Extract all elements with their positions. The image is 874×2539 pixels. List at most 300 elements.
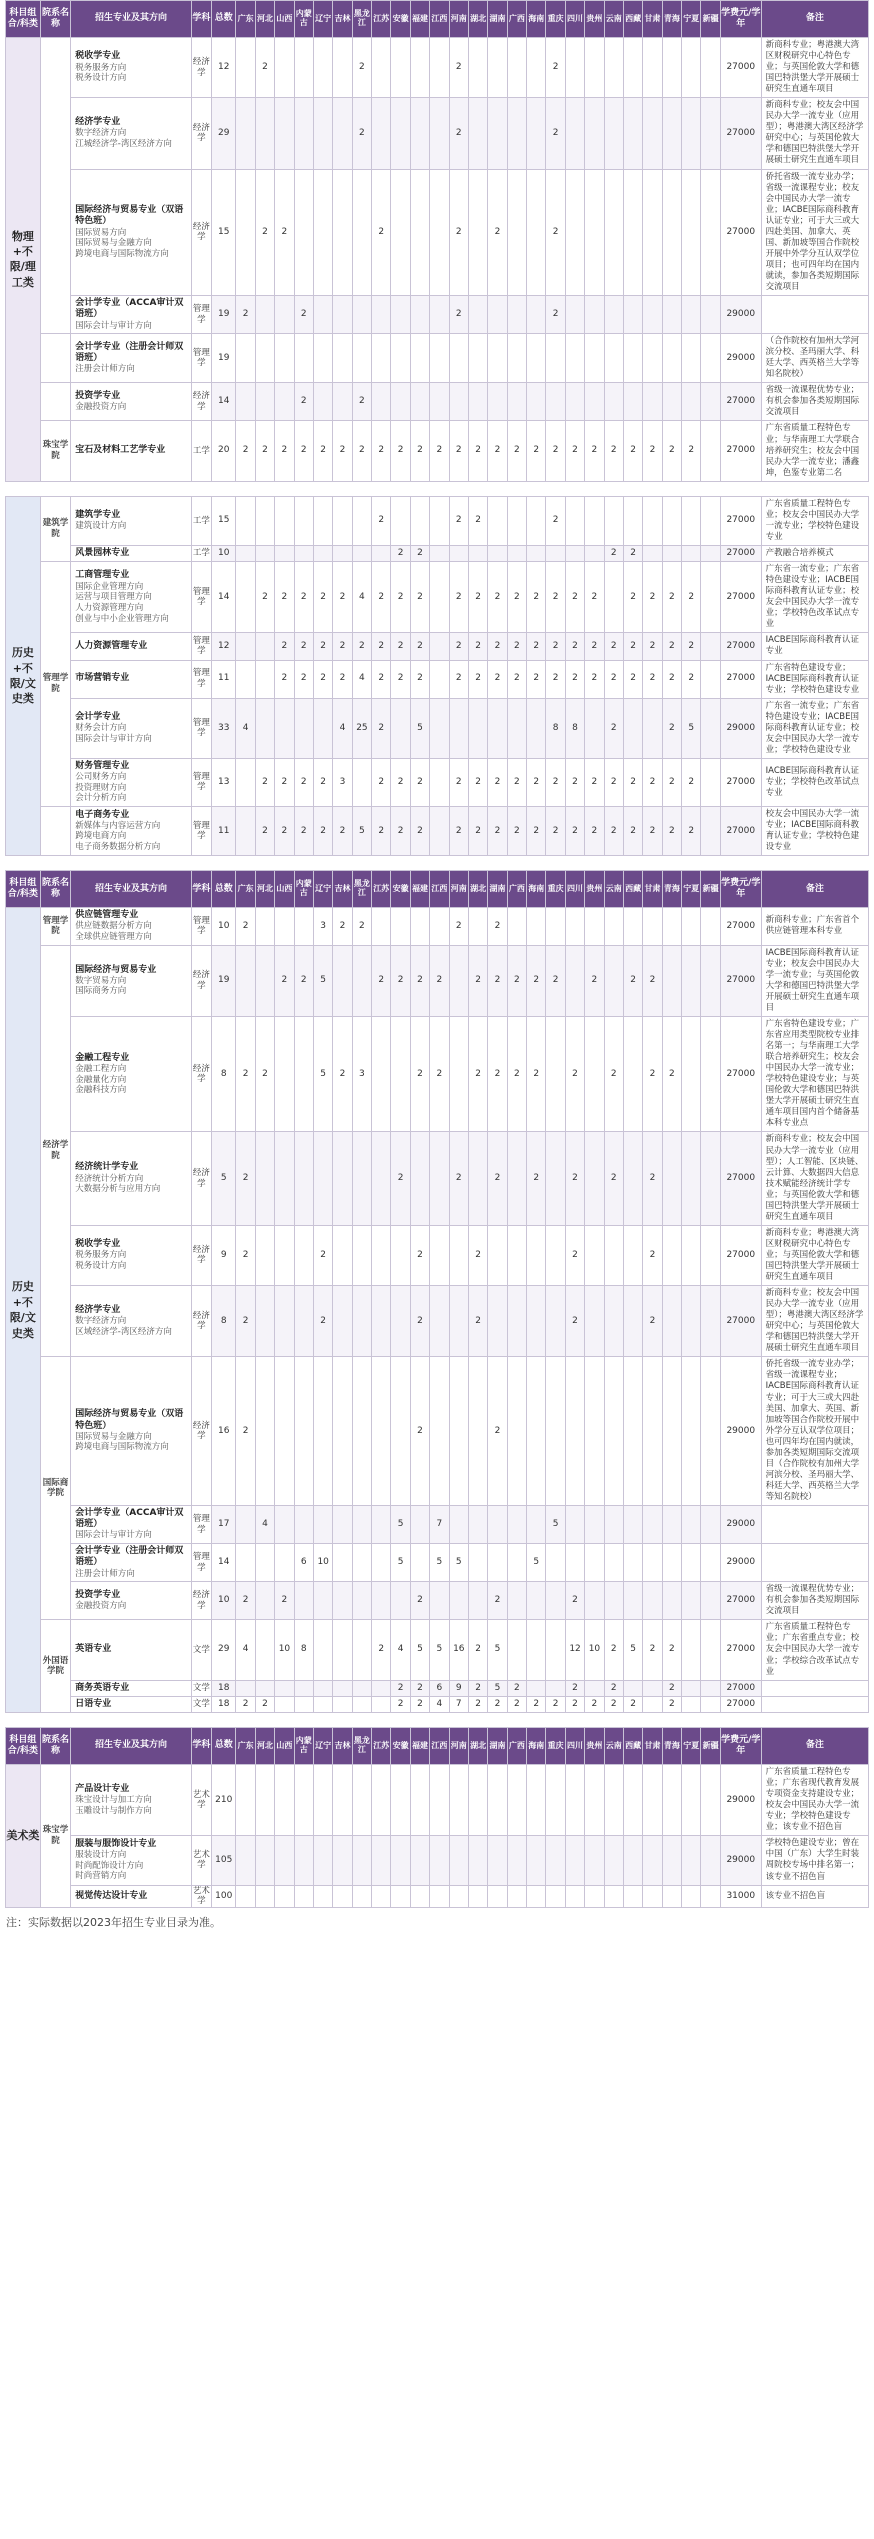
quota-cell: 2 [468,633,487,660]
header-major: 招生专业及其方向 [71,1728,191,1765]
quota-cell [507,169,526,296]
quota-cell: 3 [352,1017,371,1132]
quota-cell: 2 [275,758,294,806]
quota-cell [236,1765,255,1836]
quota-cell: 2 [643,807,662,856]
quota-cell [585,496,604,545]
quota-cell [527,98,546,169]
quota-cell [643,1505,662,1543]
quota-cell: 2 [604,1696,623,1712]
header-province: 江西 [430,1,449,38]
header-row [6,871,869,908]
table-row [6,1582,869,1620]
header-college: 院系名称 [40,1,71,38]
quota-cell [585,296,604,334]
subject-cell: 经济学 [191,1286,211,1357]
quota-cell: 2 [507,660,526,698]
quota-cell: 2 [565,1286,584,1357]
total-cell: 11 [212,807,236,856]
major-name: 经济学专业 [75,1304,121,1315]
table-row [6,945,869,1016]
quota-cell [352,1544,371,1582]
quota-cell [410,1132,429,1225]
header-province: 云南 [604,871,623,908]
quota-cell [701,169,720,296]
total-cell: 17 [212,1505,236,1543]
category-cell: 历史+不限/文史类 [6,908,41,1713]
quota-cell [391,1885,410,1907]
table-row [6,545,869,561]
total-cell: 100 [212,1885,236,1907]
subject-cell: 经济学 [191,1017,211,1132]
college-cell [40,807,71,856]
quota-cell [488,1765,507,1836]
quota-cell [236,1544,255,1582]
major-name: 宝石及材料工艺学专业 [75,445,166,456]
major-name: 产品设计专业 [75,1783,130,1794]
quota-cell: 2 [449,296,468,334]
quota-cell: 2 [662,698,681,758]
quota-cell [488,296,507,334]
quota-cell: 4 [333,698,352,758]
quota-cell [701,1582,720,1620]
quota-cell [449,383,468,421]
total-cell: 8 [212,1017,236,1132]
total-cell: 10 [212,908,236,946]
quota-cell [333,1225,352,1285]
quota-cell: 2 [391,1696,410,1712]
major-cell [71,562,191,633]
quota-cell [604,1836,623,1885]
quota-cell [682,1225,701,1285]
quota-cell: 2 [449,1132,468,1225]
quota-cell [391,1017,410,1132]
quota-cell: 2 [410,807,429,856]
quota-cell [430,660,449,698]
quota-cell [391,698,410,758]
quota-cell: 2 [236,1286,255,1357]
quota-cell [255,1544,274,1582]
quota-cell [236,169,255,296]
quota-cell [682,38,701,98]
total-cell: 9 [212,1225,236,1285]
quota-cell: 2 [410,1017,429,1132]
quota-cell [449,698,468,758]
header-province: 河北 [255,1728,274,1765]
header-province: 江苏 [372,1728,391,1765]
major-direction: 会计分析方向 [75,793,127,804]
quota-cell: 2 [527,807,546,856]
header-province: 辽宁 [313,1,332,38]
quota-cell [333,1132,352,1225]
quota-cell: 2 [565,633,584,660]
quota-cell [701,698,720,758]
major-name: 工商管理专业 [75,570,130,581]
quota-cell: 2 [643,660,662,698]
quota-cell [585,1017,604,1132]
header-category: 科目组合/科类 [6,1,41,38]
category-cell: 历史+不限/文史类 [6,496,41,856]
quota-cell: 2 [488,1017,507,1132]
major-cell [71,908,191,946]
quota-cell [352,496,371,545]
quota-cell [585,169,604,296]
quota-cell [333,1505,352,1543]
quota-cell [333,1544,352,1582]
quota-cell [682,496,701,545]
header-category: 科目组合/科类 [6,871,41,908]
quota-cell [507,1582,526,1620]
quota-cell: 2 [546,421,565,481]
note-cell: 广东省质量工程特色专业；广东省现代教育发展专项资金支持建设专业；校友会中国民办大学一流专业；学校特色建设专业；该专业不招色盲 [761,1765,868,1836]
quota-cell [701,633,720,660]
major-name: 视觉传达设计专业 [75,1890,148,1901]
quota-cell [701,945,720,1016]
quota-cell: 5 [430,1544,449,1582]
quota-cell: 2 [662,1620,681,1680]
quota-cell: 2 [546,496,565,545]
table-row [6,698,869,758]
note-cell: 省级一流课程优势专业；有机会参加各类短期国际交流项目 [761,1582,868,1620]
table-row [6,1017,869,1132]
table-row [6,1357,869,1506]
quota-cell: 2 [410,1225,429,1285]
quota-cell [313,1620,332,1680]
major-direction: 国际会计与审计方向 [75,1530,152,1541]
quota-cell [682,1680,701,1696]
quota-cell [333,1836,352,1885]
quota-cell [527,1885,546,1907]
total-cell: 18 [212,1680,236,1696]
quota-cell: 2 [468,1680,487,1696]
quota-cell: 2 [585,945,604,1016]
header-province: 贵州 [585,1,604,38]
major-direction: 人力资源管理方向 [75,602,144,613]
quota-cell: 2 [623,1696,642,1712]
major-cell [71,1286,191,1357]
quota-cell [430,496,449,545]
quota-cell [255,1885,274,1907]
header-province: 海南 [527,871,546,908]
quota-cell [604,1765,623,1836]
quota-cell: 6 [294,1544,313,1582]
quota-cell [449,1836,468,1885]
quota-cell [623,908,642,946]
quota-cell [391,908,410,946]
quota-cell: 2 [604,421,623,481]
quota-cell: 2 [391,1680,410,1696]
subject-cell: 工学 [191,421,211,481]
quota-cell: 2 [623,545,642,561]
quota-cell [507,334,526,383]
total-cell: 19 [212,945,236,1016]
quota-cell [236,383,255,421]
quota-cell: 2 [604,1132,623,1225]
table-row [6,496,869,545]
quota-cell [255,1132,274,1225]
quota-cell: 2 [507,758,526,806]
table-row [6,908,869,946]
header-province: 广东 [236,871,255,908]
quota-cell [294,1680,313,1696]
quota-cell [585,1357,604,1506]
quota-cell [565,296,584,334]
quota-cell [313,698,332,758]
header-province: 新疆 [701,871,720,908]
quota-cell [662,1885,681,1907]
quota-cell [410,38,429,98]
quota-cell [468,1765,487,1836]
fee-cell: 27000 [720,1696,761,1712]
quota-cell: 2 [410,1582,429,1620]
header-province: 重庆 [546,871,565,908]
major-cell [71,1017,191,1132]
quota-cell: 5 [391,1505,410,1543]
quota-cell [294,334,313,383]
subject-cell: 经济学 [191,1225,211,1285]
fee-cell: 27000 [720,169,761,296]
quota-cell [352,758,371,806]
quota-cell: 2 [488,807,507,856]
quota-cell [585,1885,604,1907]
quota-cell: 2 [585,1696,604,1712]
total-cell: 29 [212,98,236,169]
quota-cell [623,1765,642,1836]
quota-cell [410,334,429,383]
quota-cell [585,1286,604,1357]
quota-cell [546,1885,565,1907]
quota-cell [488,496,507,545]
major-cell [71,38,191,98]
quota-cell [236,660,255,698]
quota-cell [623,296,642,334]
quota-cell [352,1885,371,1907]
table-row [6,758,869,806]
fee-cell: 27000 [720,945,761,1016]
quota-cell [701,1225,720,1285]
total-cell: 19 [212,334,236,383]
quota-cell [682,545,701,561]
admission-table-0 [5,0,869,482]
subject-cell: 管理学 [191,633,211,660]
quota-cell: 2 [410,758,429,806]
quota-cell: 2 [507,1696,526,1712]
quota-cell: 2 [604,807,623,856]
quota-cell [546,1544,565,1582]
fee-cell: 29000 [720,1765,761,1836]
quota-cell: 2 [527,945,546,1016]
quota-cell: 2 [372,660,391,698]
header-province: 安徽 [391,1,410,38]
quota-cell [643,496,662,545]
quota-cell [604,1357,623,1506]
header-total: 总数 [212,1728,236,1765]
quota-cell [585,1132,604,1225]
quota-cell [449,1357,468,1506]
quota-cell: 2 [643,1017,662,1132]
quota-cell: 2 [372,496,391,545]
quota-cell [430,545,449,561]
quota-cell [643,1836,662,1885]
quota-cell: 2 [449,496,468,545]
quota-cell: 2 [468,807,487,856]
quota-cell: 2 [662,1017,681,1132]
quota-cell [275,1357,294,1506]
quota-cell: 2 [410,1680,429,1696]
quota-cell: 2 [294,807,313,856]
quota-cell: 5 [410,698,429,758]
college-cell [40,38,71,334]
header-province: 宁夏 [682,1,701,38]
quota-cell [449,1225,468,1285]
quota-cell [275,1225,294,1285]
quota-cell [701,562,720,633]
quota-cell [488,334,507,383]
quota-cell: 2 [275,421,294,481]
quota-cell [449,1286,468,1357]
header-province: 广西 [507,1728,526,1765]
quota-cell [372,38,391,98]
quota-cell [604,1885,623,1907]
quota-cell: 7 [430,1505,449,1543]
total-cell: 210 [212,1765,236,1836]
major-cell [71,758,191,806]
quota-cell: 2 [565,807,584,856]
quota-cell [585,1836,604,1885]
quota-cell [468,545,487,561]
quota-cell [410,496,429,545]
fee-cell: 27000 [720,38,761,98]
quota-cell [662,98,681,169]
subject-cell: 工学 [191,545,211,561]
note-cell: 广东省一流专业；广东省特色建设专业；IACBE国际商科教育认证专业；校友会中国民办大学一流专业；学校特色建设专业 [761,698,868,758]
quota-cell: 2 [333,660,352,698]
quota-cell: 2 [565,660,584,698]
quota-cell [410,1544,429,1582]
quota-cell [604,38,623,98]
header-province: 西藏 [623,1728,642,1765]
header-province: 内蒙古 [294,1,313,38]
note-cell: 广东省一流专业；广东省特色建设专业；IACBE国际商科教育认证专业；校友会中国民办大学一流专业；学校特色改革试点专业 [761,562,868,633]
quota-cell [430,1582,449,1620]
quota-cell [255,945,274,1016]
note-cell [761,296,868,334]
quota-cell: 2 [565,1696,584,1712]
major-direction: 税务服务方向 [75,1250,127,1261]
quota-cell [275,383,294,421]
quota-cell [275,545,294,561]
quota-cell [372,1696,391,1712]
quota-cell [372,1582,391,1620]
quota-cell: 2 [643,758,662,806]
quota-cell [682,908,701,946]
section-gap [0,856,874,870]
quota-cell [565,1765,584,1836]
quota-cell [333,169,352,296]
total-cell: 105 [212,1836,236,1885]
quota-cell [468,1885,487,1907]
quota-cell: 2 [604,1620,623,1680]
major-cell [71,1505,191,1543]
quota-cell [372,383,391,421]
quota-cell: 2 [507,1017,526,1132]
quota-cell [333,1680,352,1696]
major-direction: 江城经济学-湾区经济方向 [75,139,172,149]
quota-cell [236,945,255,1016]
quota-cell [565,98,584,169]
quota-cell [565,38,584,98]
header-province: 湖南 [488,871,507,908]
quota-cell [507,545,526,561]
quota-cell: 2 [449,758,468,806]
quota-cell [623,698,642,758]
quota-cell [507,1286,526,1357]
quota-cell: 2 [488,169,507,296]
quota-cell: 2 [604,633,623,660]
major-direction: 新媒体与内容运营方向 [75,820,161,831]
quota-cell [236,1680,255,1696]
quota-cell [372,1836,391,1885]
quota-cell: 2 [682,807,701,856]
quota-cell [488,1836,507,1885]
quota-cell [236,545,255,561]
quota-cell: 2 [391,758,410,806]
quota-cell: 5 [313,945,332,1016]
quota-cell [643,908,662,946]
major-cell [71,98,191,169]
quota-cell: 2 [236,296,255,334]
quota-cell [391,1582,410,1620]
quota-cell: 2 [294,296,313,334]
header-province: 青海 [662,1728,681,1765]
major-cell [71,169,191,296]
quota-cell [701,98,720,169]
quota-cell [352,1582,371,1620]
table-row [6,1620,869,1680]
header-province: 广西 [507,871,526,908]
quota-cell [623,334,642,383]
note-cell: 广东省特色建设专业；IACBE国际商科教育认证专业；学校特色建设专业 [761,660,868,698]
quota-cell [527,1286,546,1357]
quota-cell: 2 [430,945,449,1016]
quota-cell [275,1132,294,1225]
quota-cell [546,545,565,561]
quota-cell: 2 [449,908,468,946]
quota-cell [604,334,623,383]
quota-cell [372,908,391,946]
fee-cell: 27000 [720,1680,761,1696]
quota-cell [391,38,410,98]
quota-cell [643,98,662,169]
quota-cell: 2 [546,660,565,698]
total-cell: 33 [212,698,236,758]
header-fee: 学费元/学年 [720,871,761,908]
quota-cell [507,698,526,758]
note-cell: 省级一流课程优势专业；有机会参加各类短期国际交流项目 [761,383,868,421]
quota-cell: 4 [352,660,371,698]
quota-cell: 5 [410,1620,429,1680]
quota-cell: 2 [585,660,604,698]
note-cell: 新商科专业；粤港澳大湾区财税研究中心特色专业；与英国伦敦大学和德国巴特洪堡大学开展硕士研究生直通车项目 [761,38,868,98]
quota-cell: 2 [275,807,294,856]
major-cell [71,1836,191,1885]
quota-cell [255,1680,274,1696]
quota-cell: 2 [410,1357,429,1506]
major-cell [71,1582,191,1620]
quota-cell [430,1836,449,1885]
quota-cell [255,383,274,421]
quota-cell [585,908,604,946]
